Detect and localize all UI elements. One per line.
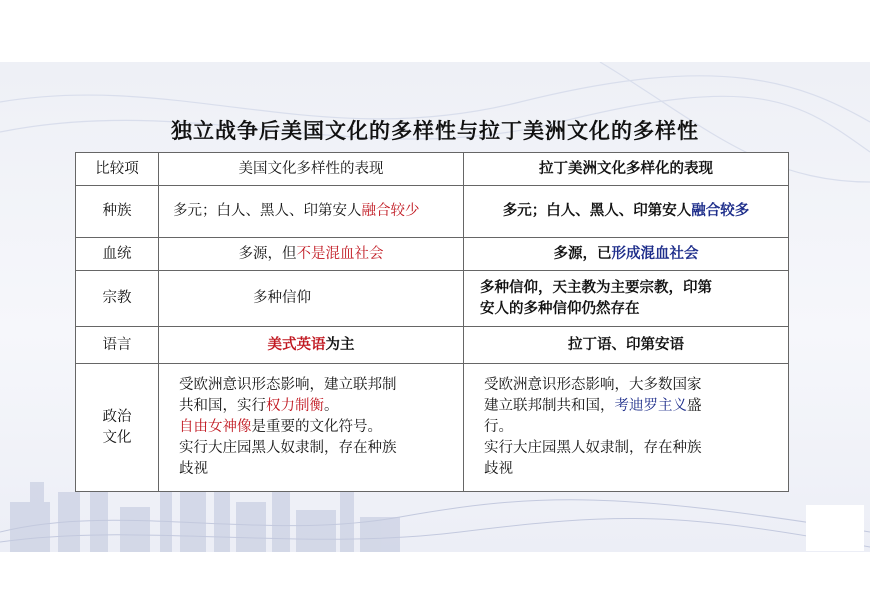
table-row-blood bbox=[76, 238, 789, 271]
cell-latin-race bbox=[464, 186, 789, 238]
latin-politics-tail: 盛 bbox=[687, 398, 702, 414]
us-politics-highlight-statue: 自由女神像 bbox=[179, 419, 252, 435]
latin-religion-line-1: 多种信仰，天主教为主要宗教，印第 bbox=[480, 279, 712, 296]
row-label-politics bbox=[76, 364, 159, 492]
row-label-language: 语言 bbox=[76, 327, 159, 364]
us-politics-line-1: 受欧洲意识形态影响，建立联邦制 bbox=[179, 377, 397, 393]
latin-politics-line-4: 实行大庄园黑人奴隶制，存在种族 bbox=[484, 440, 702, 456]
latin-politics-line-3: 行。 bbox=[484, 419, 513, 435]
cell-latin-politics bbox=[464, 364, 789, 492]
us-politics-text: 共和国，实行 bbox=[179, 398, 266, 414]
us-politics-period: 。 bbox=[324, 398, 339, 414]
us-race-text: 多元；白人、黑人、印第安人 bbox=[173, 203, 362, 219]
us-politics-line-3 bbox=[179, 417, 462, 438]
table-row-race bbox=[76, 186, 789, 238]
table-row-politics bbox=[76, 364, 789, 492]
cell-us-politics bbox=[159, 364, 464, 492]
cell-us-religion: 多种信仰 bbox=[159, 271, 464, 327]
header-compare-item: 比较项 bbox=[76, 153, 159, 186]
latin-race-highlight: 融合较多 bbox=[691, 203, 750, 219]
cell-us-blood bbox=[159, 238, 464, 271]
latin-blood-highlight: 形成混血社会 bbox=[611, 245, 699, 262]
latin-politics-highlight-caudillo: 考迪罗主义 bbox=[614, 398, 687, 414]
latin-politics-line-2 bbox=[484, 396, 787, 417]
row-label-religion: 宗教 bbox=[76, 271, 159, 327]
table-header-row bbox=[76, 153, 789, 186]
latin-blood-text: 多源，已 bbox=[553, 245, 612, 262]
latin-politics-line-1: 受欧洲意识形态影响，大多数国家 bbox=[484, 377, 702, 393]
latin-race-text: 多元；白人、黑人、印第安人 bbox=[502, 203, 692, 219]
corner-blank-box bbox=[806, 505, 864, 551]
us-politics-highlight-checks: 权力制衡 bbox=[266, 398, 324, 414]
latin-politics-text: 建立联邦制共和国， bbox=[484, 398, 615, 414]
us-language-text: 为主 bbox=[325, 336, 355, 353]
table-row-religion bbox=[76, 271, 789, 327]
latin-religion-line-2: 安人的多种信仰仍然存在 bbox=[480, 300, 640, 317]
us-politics-line-4: 实行大庄园黑人奴隶制，存在种族 bbox=[179, 440, 397, 456]
us-blood-highlight: 不是混血社会 bbox=[296, 245, 384, 262]
us-race-highlight: 融合较少 bbox=[361, 203, 420, 219]
header-latin-culture: 拉丁美洲文化多样化的表现 bbox=[464, 153, 789, 186]
cell-us-language bbox=[159, 327, 464, 364]
page-title: 独立战争后美国文化的多样性与拉丁美洲文化的多样性 bbox=[171, 119, 699, 143]
row-label-race: 种族 bbox=[76, 186, 159, 238]
latin-politics-line-5: 歧视 bbox=[484, 461, 513, 477]
header-us-culture: 美国文化多样性的表现 bbox=[159, 153, 464, 186]
us-politics-symbol-text: 是重要的文化符号。 bbox=[251, 419, 382, 435]
cell-latin-religion bbox=[464, 271, 789, 327]
comparison-table bbox=[75, 152, 789, 492]
politics-label-line-2: 文化 bbox=[102, 429, 132, 446]
cell-latin-language: 拉丁语、印第安语 bbox=[464, 327, 789, 364]
us-language-highlight: 美式英语 bbox=[267, 336, 326, 353]
us-politics-line-5: 歧视 bbox=[179, 461, 208, 477]
us-blood-text: 多源，但 bbox=[238, 245, 297, 262]
table-row-language bbox=[76, 327, 789, 364]
us-politics-line-2 bbox=[179, 396, 462, 417]
row-label-blood: 血统 bbox=[76, 238, 159, 271]
cell-us-race bbox=[159, 186, 464, 238]
politics-label-line-1: 政治 bbox=[102, 408, 132, 425]
cell-latin-blood bbox=[464, 238, 789, 271]
